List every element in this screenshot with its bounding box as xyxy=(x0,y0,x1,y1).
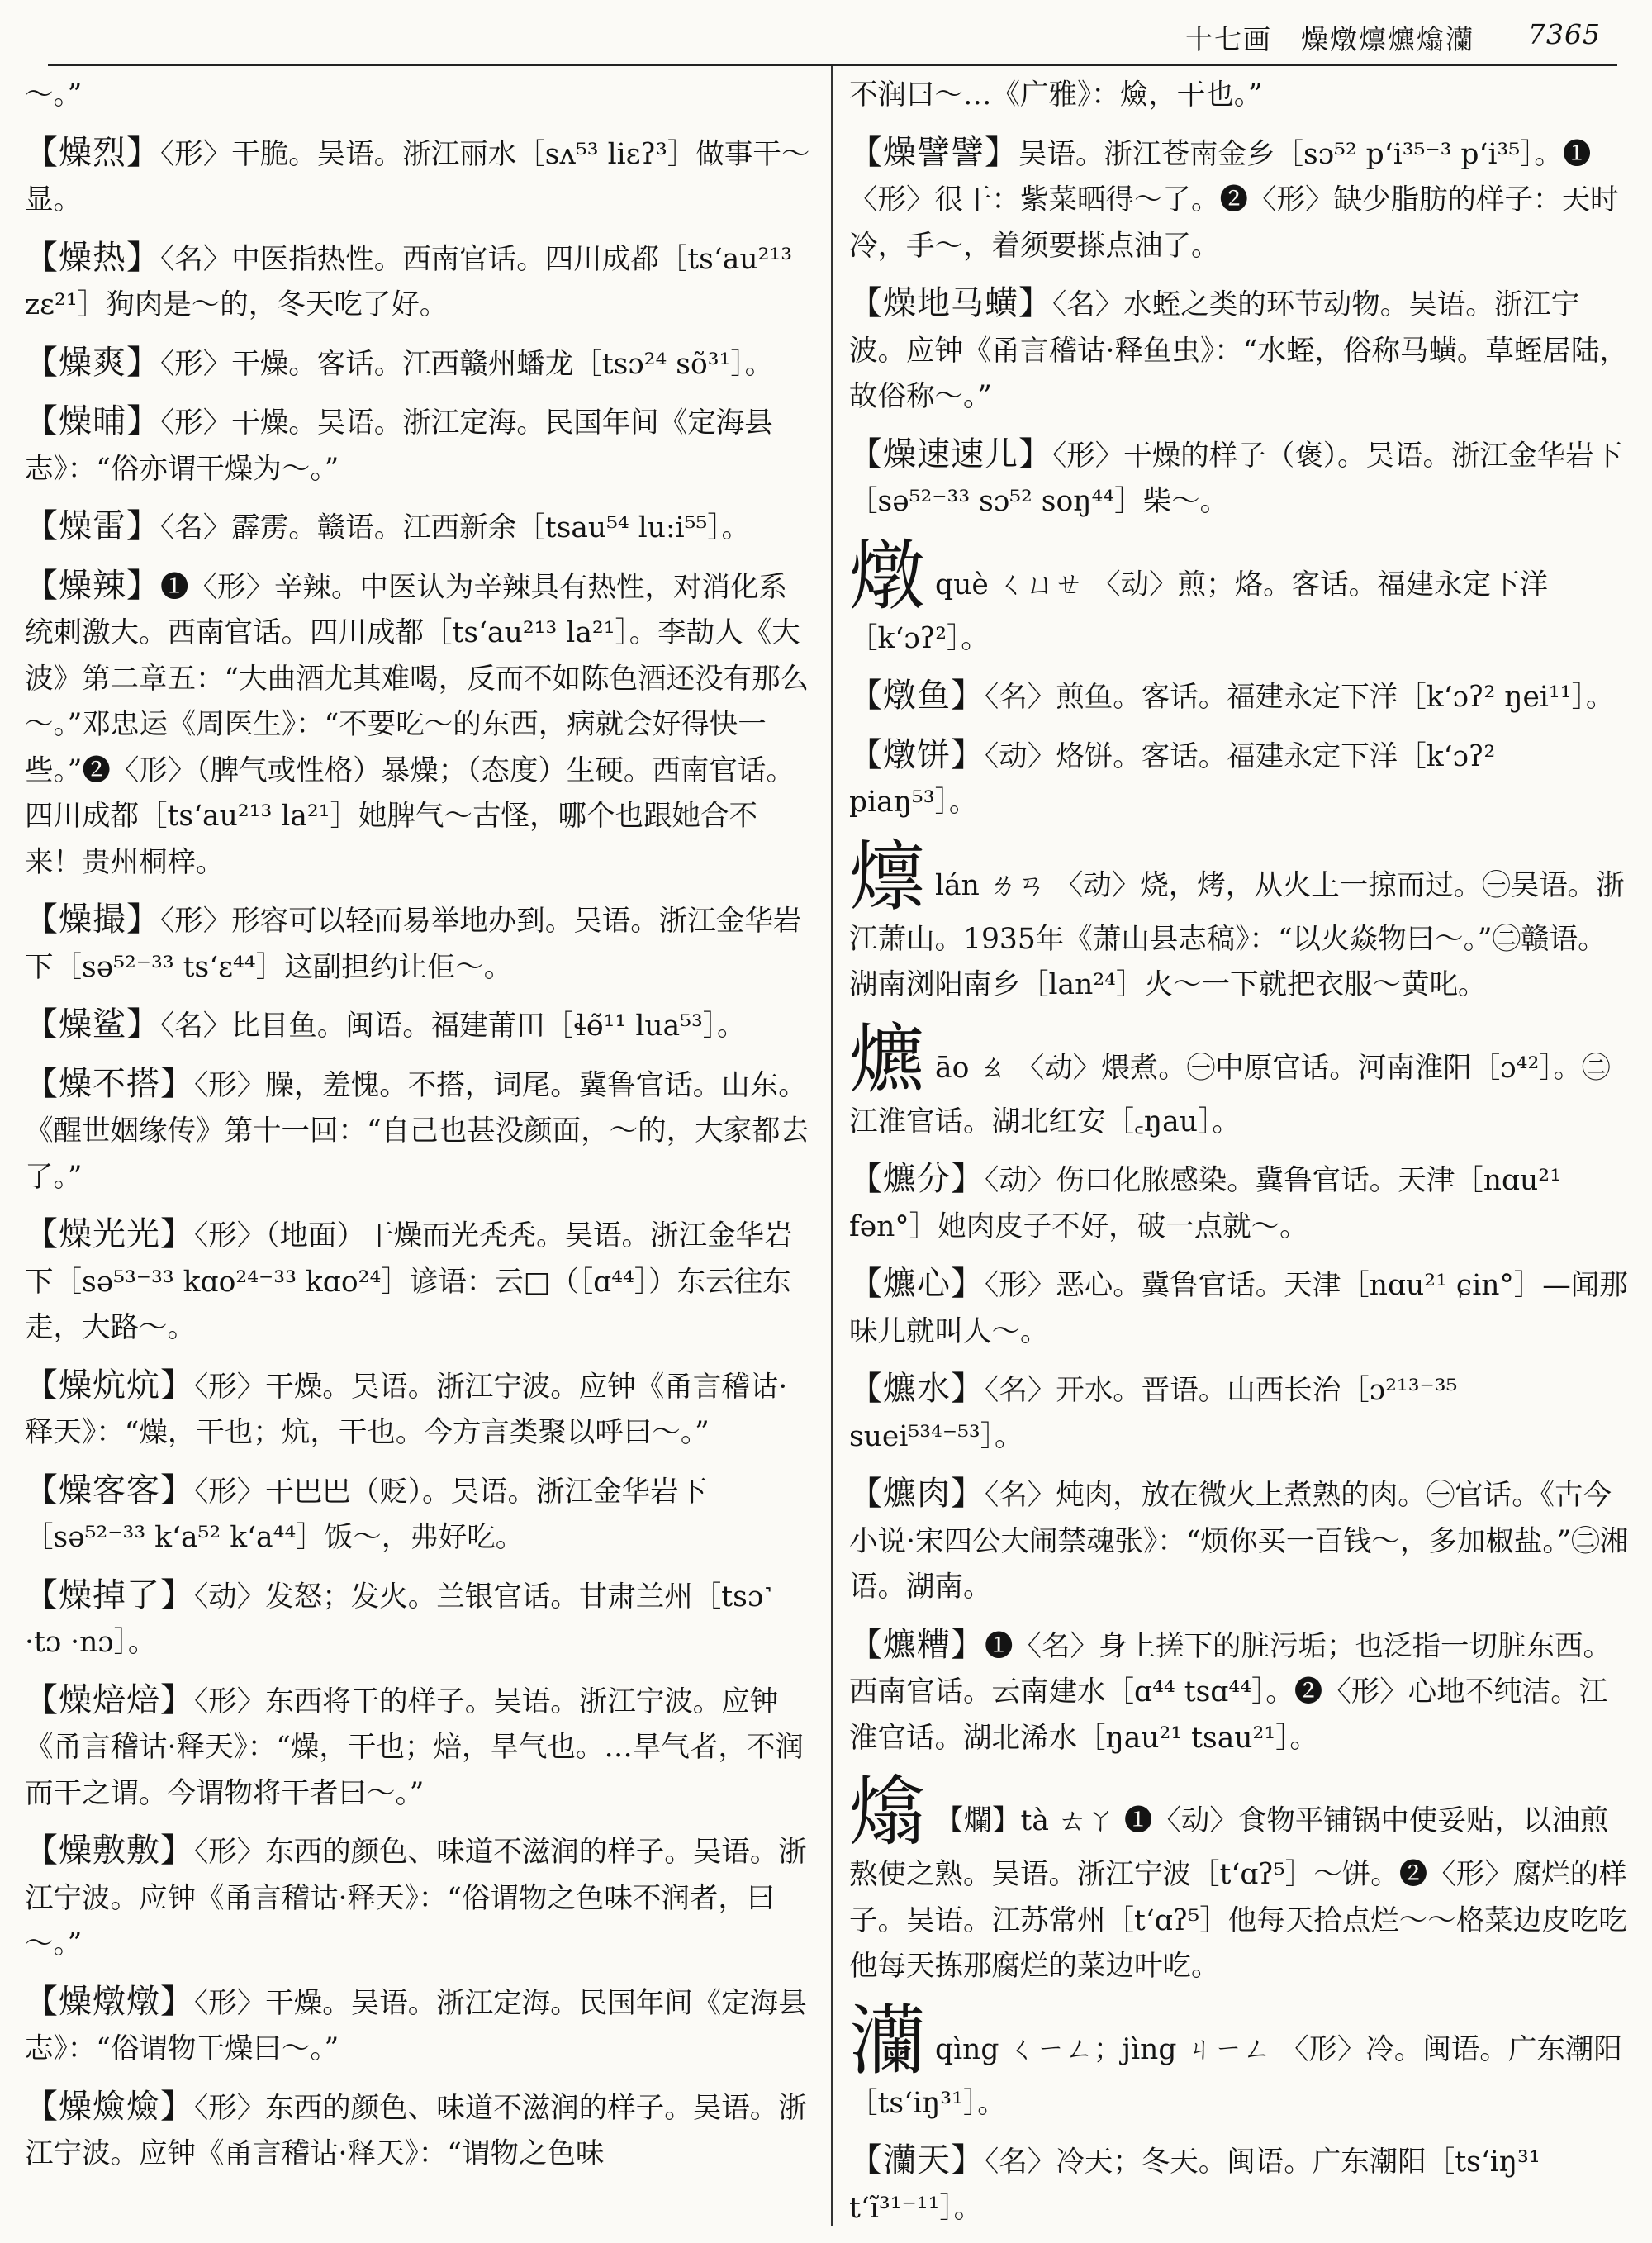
head-character: 爊 xyxy=(849,1015,926,1104)
entry-headword: 【燥㷿㷿】 xyxy=(25,2087,194,2126)
entry xyxy=(849,1366,1630,1460)
entry xyxy=(25,1828,814,1968)
character-entry xyxy=(849,531,1630,663)
entry-body: 〈形〉形容可以轻而易举地办到。吴语。浙江金华岩下［sə⁵²⁻³³ tsʻɛ⁴⁴］这副担约让佢～。 xyxy=(25,905,802,984)
entry-headword: 【燥雷】 xyxy=(25,507,160,545)
entry-body: ❶〈形〉辛辣。中医认为辛辣具有热性，对消化系统刺激大。西南官话。四川成都［tsʻau²¹³ la²¹］。李劼人《大波》第二章五：“大曲酒尤其难喝，反而不如陈色酒还没有那么～。”邓忠运《周医生》：“不要吃～的东西，病就会好得快一些。”❷〈形〉（脾气或性格）暴燥；（态度）生硬。西南官话。四川成都［tsʻau²¹³ la²¹］她脾气～古怪，哪个也跟她合不来！贵州桐梓。 xyxy=(25,570,809,879)
entry xyxy=(25,1979,814,2073)
entry-headword: 【燥烈】 xyxy=(25,133,160,172)
entry xyxy=(25,897,814,991)
page-number: 7365 xyxy=(1528,18,1601,50)
entry-headword: 【燥光光】 xyxy=(25,1215,194,1253)
entry xyxy=(25,235,814,329)
entry xyxy=(849,1623,1630,1762)
entry-headword: 【燉饼】 xyxy=(849,735,985,774)
entry-body: 〈形〉干脆。吴语。浙江丽水［sʌ⁵³ liɛʔ³］做事干～显。 xyxy=(25,137,810,216)
entry xyxy=(849,1262,1630,1355)
entry xyxy=(25,1062,814,1201)
entry-body: 〈形〉东西将干的样子。吴语。浙江宁波。应钟《甬言稽诂·释天》：“燥，干也；焙，旱气也。…旱气者，不润而干之谓。今谓物将干者曰～。” xyxy=(25,1685,804,1810)
entry xyxy=(25,1002,814,1050)
entry-body: 〈名〉煎鱼。客话。福建永定下洋［kʻɔʔ² ŋei¹¹］。 xyxy=(985,681,1615,714)
entry xyxy=(25,1573,814,1666)
entry-body: 〈形〉（地面）干燥而光秃秃。吴语。浙江金华岩下［sə⁵³⁻³³ kɑo²⁴⁻³³ kɑo²⁴］谚语：云□（［ɑ⁴⁴］）东云往东走，大路～。 xyxy=(25,1219,793,1344)
entry xyxy=(25,2084,814,2178)
entry-body: 〈形〉干燥。吴语。浙江宁波。应钟《甬言稽诂·释天》：“燥，干也；炕，干也。今方言类聚以呼曰～。” xyxy=(25,1370,788,1449)
entry xyxy=(849,1471,1630,1611)
entry-body: 〈名〉中医指热性。西南官话。四川成都［tsʻau²¹³ zɛ²¹］狗肉是～的，冬天吃了好。 xyxy=(25,242,793,321)
entry-body: 吴语。浙江苍南金乡［sɔ⁵² pʻi³⁵⁻³ pʻi³⁵］。❶〈形〉很干：紫菜晒得～了。❷〈形〉缺少脂肪的样子：天时冷，手～，着须要搽点油了。 xyxy=(849,137,1619,263)
continuation-text: 不润曰～…《广雅》：㷿，干也。” xyxy=(849,78,1263,112)
entry xyxy=(25,1212,814,1352)
entry-body: ❶〈名〉身上搓下的脏污垢；也泛指一切脏东西。西南官话。云南建水［ɑ⁴⁴ tsɑ⁴⁴］。❷〈形〉心地不纯洁。江淮官话。湖北浠水［ŋau²¹ tsau²¹］。 xyxy=(849,1629,1612,1755)
entry-body: 〈动〉发怒；发火。兰银官话。甘肃兰州［tsɔ˺ ·tɔ ·nɔ］。 xyxy=(25,1580,773,1659)
entry-body: 〈形〉干燥。吴语。浙江定海。民国年间《定海县志》：“俗亦谓干燥为～。” xyxy=(25,406,773,486)
entry-headword: 【燥敷敷】 xyxy=(25,1832,194,1870)
entry-headword: 【燥撮】 xyxy=(25,901,160,939)
entry-body: 〈形〉干燥。客话。江西赣州蟠龙［tsɔ²⁴ sõ³¹］。 xyxy=(160,347,774,381)
entry-body: 〈名〉比目鱼。闽语。福建莆田［ɬɵ̃¹¹ lua⁵³］。 xyxy=(160,1010,746,1043)
running-head: 十七画 燥燉燷爊熻灡 xyxy=(1185,23,1474,55)
character-entry xyxy=(849,1015,1630,1146)
entry-headword: 【燉鱼】 xyxy=(849,677,985,715)
entry xyxy=(849,733,1630,826)
entry-body: lán ㄌㄢ 〈动〉烧，烤，从火上一掠而过。㊀吴语。浙江萧山。1935年《萧山县志稿》：“以火焱物曰～。”㊁赣语。湖南浏阳南乡［lan²⁴］火～一下就把衣服～黄叱。 xyxy=(849,868,1625,1001)
entry-headword: 【燥焙焙】 xyxy=(25,1680,194,1719)
entry-headword: 【燥不搭】 xyxy=(25,1064,194,1103)
right-column xyxy=(849,73,1630,2243)
entry xyxy=(25,1363,814,1457)
entry-body: 〈名〉水蛭之类的环节动物。吴语。浙江宁波。应钟《甬言稽诂·释鱼虫》：“水蛭，俗称马蟥。草蛭居陆，故俗称～。” xyxy=(849,288,1628,413)
entry-headword: 【爊肉】 xyxy=(849,1475,985,1513)
column-divider xyxy=(831,66,833,2226)
entry-body: què ㄑㄩㄝ 〈动〉煎；烙。客话。福建永定下洋［kʻɔʔ²］。 xyxy=(849,568,1549,655)
entry-body: 〈形〉恶心。冀鲁官话。天津［nɑu²¹ ɕin°］—闻那味儿就叫人～。 xyxy=(849,1269,1628,1348)
entry-body: 〈形〉臊，羞愧。不搭，词尾。冀鲁官话。山东。《醒世姻缘传》第十一回：“自己也甚没颜面，～的，大家都去了。” xyxy=(25,1068,809,1194)
entry xyxy=(849,131,1630,270)
entry-body: 〈名〉霹雳。赣语。江西新余［tsau⁵⁴ lu:i⁵⁵］。 xyxy=(160,511,751,544)
entry-body: 【爛】tà ㄊㄚ ❶〈动〉食物平铺锅中使妥贴，以油煎熬使之熟。吴语。浙江宁波［tʻɑʔ⁵］～饼。❷〈形〉腐烂的样子。吴语。江苏常州［tʻɑʔ⁵］他每天拾点烂～～格菜边皮吃吃他每天拣那腐烂的菜边叶吃。 xyxy=(849,1804,1627,1983)
entry xyxy=(849,2138,1630,2231)
header-rule xyxy=(48,64,1617,66)
entry-body: āo ㄠ 〈动〉煨煮。㊀中原官话。河南淮阳［ɔ⁴²］。㊁江淮官话。湖北红安［꜀ŋau］。 xyxy=(849,1051,1611,1138)
head-character: 熻 xyxy=(849,1768,926,1856)
entry-headword: 【爊水】 xyxy=(849,1370,985,1408)
entry-headword: 【燥晡】 xyxy=(25,402,160,440)
entry-headword: 【燥炕炕】 xyxy=(25,1366,194,1404)
head-character: 灡 xyxy=(849,1996,926,2085)
entry xyxy=(25,399,814,492)
entry xyxy=(25,1468,814,1561)
entry-headword: 【燥爽】 xyxy=(25,343,160,382)
entry-body: 〈动〉烙饼。客话。福建永定下洋［kʻɔʔ² piaŋ⁵³］。 xyxy=(849,739,1496,819)
entry xyxy=(25,340,814,388)
entry-body: 〈形〉干巴巴（贬）。吴语。浙江金华岩下［sə⁵²⁻³³ kʻa⁵² kʻa⁴⁴］饭～，弗好吃。 xyxy=(25,1475,707,1554)
entry-headword: 【燥客客】 xyxy=(25,1471,194,1509)
entry-body: 〈形〉东西的颜色、味道不滋润的样子。吴语。浙江宁波。应钟《甬言稽诂·释天》：“俗谓物之色味不润者，曰～。” xyxy=(25,1836,807,1960)
head-character: 燉 xyxy=(849,531,926,620)
entry-headword: 【燥辣】 xyxy=(25,566,160,605)
entry-headword: 【燥鲨】 xyxy=(25,1005,160,1043)
entry-headword: 【燥燉燉】 xyxy=(25,1982,194,2021)
entry-headword: 【燥速速儿】 xyxy=(849,435,1052,473)
character-entry xyxy=(849,832,1630,1009)
entry-headword: 【燥譬譬】 xyxy=(849,133,1018,172)
head-character: 燷 xyxy=(849,832,926,921)
entry xyxy=(25,131,814,224)
character-entry xyxy=(849,1996,1630,2127)
entry-headword: 【爊糟】 xyxy=(849,1625,985,1664)
entry-body: 〈形〉干燥的样子（褒）。吴语。浙江金华岩下［sə⁵²⁻³³ sɔ⁵² soŋ⁴⁴］柴～。 xyxy=(849,439,1622,518)
entry-headword: 【爊心】 xyxy=(849,1265,985,1303)
left-column xyxy=(25,73,814,2189)
entry-body: 〈名〉冷天；冬天。闽语。广东潮阳［tsʻiŋ³¹ tʻĩ³¹⁻¹¹］。 xyxy=(849,2146,1540,2225)
entry xyxy=(849,281,1630,421)
entry xyxy=(25,563,814,886)
entry-headword: 【灡天】 xyxy=(849,2141,985,2179)
entry-headword: 【燥地马蟥】 xyxy=(849,284,1052,322)
continuation-text: ～。” xyxy=(25,78,83,112)
entry xyxy=(849,1157,1630,1250)
entry-headword: 【爊分】 xyxy=(849,1160,985,1198)
entry-body: 〈名〉炖肉，放在微火上煮熟的肉。㊀官话。《古今小说·宋四公大闹禁魂张》：“烦你买一百钱～，多加椒盐。”㊁湘语。湖南。 xyxy=(849,1479,1629,1604)
entry-body: qìng ㄑㄧㄥ；jìng ㄐㄧㄥ 〈形〉冷。闽语。广东潮阳［tsʻiŋ³¹］。 xyxy=(849,2032,1622,2120)
entry xyxy=(25,1678,814,1818)
character-entry xyxy=(849,1768,1630,1990)
entry-headword: 【燥热】 xyxy=(25,238,160,277)
entry-headword: 【燥掉了】 xyxy=(25,1575,194,1614)
entry-body: 〈形〉东西的颜色、味道不滋润的样子。吴语。浙江宁波。应钟《甬言稽诂·释天》：“谓物之色味 xyxy=(25,2091,807,2170)
entry xyxy=(849,673,1630,721)
entry-body: 〈名〉开水。晋语。山西长治［ɔ²¹³⁻³⁵ suei⁵³⁴⁻⁵³］。 xyxy=(849,1374,1458,1453)
entry-body: 〈动〉伤口化脓感染。冀鲁官话。天津［nɑu²¹ fən°］她肉皮子不好，破一点就～。 xyxy=(849,1164,1561,1243)
entry-body: 〈形〉干燥。吴语。浙江定海。民国年间《定海县志》：“俗谓物干燥曰～。” xyxy=(25,1986,807,2065)
entry xyxy=(25,504,814,552)
entry xyxy=(849,432,1630,525)
page-header xyxy=(0,0,1652,66)
